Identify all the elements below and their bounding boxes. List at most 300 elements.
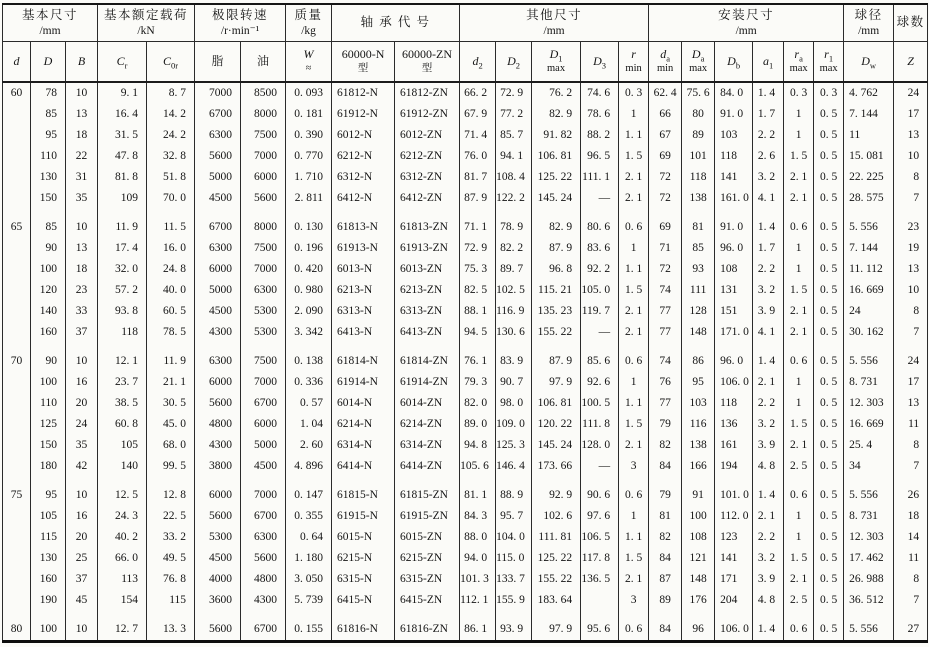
table-row <box>3 238 928 259</box>
cell: 7 <box>894 590 928 611</box>
cell: 103 <box>682 393 715 414</box>
cell: 0. 5 <box>814 351 844 372</box>
cell: 1. 1 <box>619 527 649 548</box>
cell: 0. 5 <box>814 259 844 280</box>
cell: 37 <box>66 322 98 343</box>
spacer-cell <box>395 209 460 217</box>
spacer-cell <box>496 477 532 485</box>
cell: 6214-N <box>332 414 395 435</box>
cell: 7000 <box>241 485 286 506</box>
cell: 91 <box>682 485 715 506</box>
table-row <box>3 527 928 548</box>
cell: 6414-ZN <box>395 456 460 477</box>
cell: 84 <box>649 619 682 642</box>
cell: 99. 5 <box>147 456 195 477</box>
cell: 11. 112 <box>844 259 894 280</box>
cell: 95. 7 <box>496 506 532 527</box>
cell: 110 <box>31 393 66 414</box>
cell: 61815-N <box>332 485 395 506</box>
cell: 0. 5 <box>814 146 844 167</box>
cell: 136. 5 <box>581 569 619 590</box>
cell: 20 <box>66 527 98 548</box>
cell: 18 <box>66 125 98 146</box>
cell: 10 <box>66 82 98 104</box>
cell: 5. 556 <box>844 351 894 372</box>
cell: 7000 <box>241 372 286 393</box>
group-title: 球径 <box>854 7 883 22</box>
cell: 61913-ZN <box>395 238 460 259</box>
spacer-cell <box>395 611 460 619</box>
cell: 5300 <box>241 322 286 343</box>
cell: 8. 731 <box>844 372 894 393</box>
cell: 61914-ZN <box>395 372 460 393</box>
cell: 81. 7 <box>460 167 496 188</box>
spacer-cell <box>460 477 496 485</box>
cell: 4000 <box>195 569 241 590</box>
cell: 10 <box>66 485 98 506</box>
column-qualifier: min <box>656 63 674 74</box>
table-row <box>3 322 928 343</box>
spacer-cell <box>894 209 928 217</box>
column-header <box>195 41 241 82</box>
cell: 69 <box>649 217 682 238</box>
cell: 42 <box>66 456 98 477</box>
cell-d <box>3 104 31 125</box>
spacer-cell <box>66 343 98 351</box>
cell: 109 <box>98 188 147 209</box>
table-row <box>3 217 928 238</box>
group-header <box>3 4 98 41</box>
cell: 2. 1 <box>619 435 649 456</box>
cell: 155. 22 <box>532 569 581 590</box>
cell: 82. 5 <box>460 280 496 301</box>
cell: 108 <box>682 527 715 548</box>
spacer-cell <box>532 209 581 217</box>
column-subscript: 0r <box>170 59 179 70</box>
cell: 6212-N <box>332 146 395 167</box>
cell: 123 <box>715 527 753 548</box>
cell: 95. 6 <box>581 619 619 642</box>
cell: 0. 6 <box>784 485 814 506</box>
table-row <box>3 414 928 435</box>
cell: 2. 811 <box>286 188 332 209</box>
cell: 7 <box>894 322 928 343</box>
cell: 3600 <box>195 590 241 611</box>
cell: 94. 8 <box>460 435 496 456</box>
cell: 97. 6 <box>581 506 619 527</box>
cell: 93. 8 <box>98 301 147 322</box>
column-symbol: D <box>727 53 736 68</box>
cell: 6000 <box>195 485 241 506</box>
cell: 5000 <box>241 435 286 456</box>
cell: 0. 355 <box>286 506 332 527</box>
cell: 102. 6 <box>532 506 581 527</box>
cell: 1. 5 <box>619 146 649 167</box>
cell: 171. 0 <box>715 322 753 343</box>
spacer-cell <box>619 209 649 217</box>
cell: 131 <box>715 280 753 301</box>
spacer-cell <box>460 611 496 619</box>
column-symbol: D <box>861 53 870 68</box>
cell: 83. 9 <box>496 351 532 372</box>
cell-d <box>3 527 31 548</box>
group-title: 基本尺寸 <box>22 7 79 22</box>
cell: 145. 24 <box>532 435 581 456</box>
spacer-cell <box>753 343 784 351</box>
cell: 5600 <box>241 188 286 209</box>
cell: 90 <box>31 238 66 259</box>
cell-d: 65 <box>10 220 23 233</box>
spacer-cell <box>715 477 753 485</box>
cell: 61814-N <box>332 351 395 372</box>
cell: 6012-N <box>332 125 395 146</box>
cell: 12. 1 <box>98 351 147 372</box>
cell: 8. 7 <box>147 82 195 104</box>
cell: 87. 9 <box>460 188 496 209</box>
cell: 194 <box>715 456 753 477</box>
table-row <box>3 104 928 125</box>
cell: 204 <box>715 590 753 611</box>
cell: 3 <box>619 456 649 477</box>
cell: 10 <box>894 146 928 167</box>
cell: 2. 090 <box>286 301 332 322</box>
table-row <box>3 456 928 477</box>
cell: 118 <box>682 167 715 188</box>
spacer-cell <box>332 477 395 485</box>
cell: 76. 8 <box>147 569 195 590</box>
spacer-cell <box>784 343 814 351</box>
cell: 95 <box>31 125 66 146</box>
cell: 138 <box>682 188 715 209</box>
cell: 10 <box>66 351 98 372</box>
cell: 100 <box>31 372 66 393</box>
cell: 12. 303 <box>844 527 894 548</box>
cell: 1. 5 <box>784 280 814 301</box>
cell: 66 <box>649 104 682 125</box>
cell: 19 <box>894 238 928 259</box>
cell-d <box>3 590 31 611</box>
cell: 8 <box>894 301 928 322</box>
cell: 0. 980 <box>286 280 332 301</box>
spacer-cell <box>241 209 286 217</box>
column-symbol: 脂 <box>211 53 224 68</box>
cell: 8000 <box>241 104 286 125</box>
cell: 100 <box>682 506 715 527</box>
cell: 118 <box>715 146 753 167</box>
group-title: 极限转速 <box>212 7 269 22</box>
cell: 93 <box>682 259 715 280</box>
cell: 122. 2 <box>496 188 532 209</box>
cell: 116 <box>682 414 715 435</box>
cell: 106. 5 <box>581 527 619 548</box>
cell: 4500 <box>195 548 241 569</box>
cell: 125. 22 <box>532 167 581 188</box>
cell: 6015-N <box>332 527 395 548</box>
spacer-cell <box>649 611 682 619</box>
cell: 4800 <box>241 569 286 590</box>
cell: 8000 <box>241 217 286 238</box>
group-header <box>460 4 649 41</box>
cell: 0. 130 <box>286 217 332 238</box>
cell: 109. 0 <box>496 414 532 435</box>
table-row <box>3 351 928 372</box>
table-row <box>3 393 928 414</box>
cell: 0. 5 <box>814 435 844 456</box>
cell: 91. 82 <box>532 125 581 146</box>
column-header <box>649 41 682 82</box>
cell: 3. 342 <box>286 322 332 343</box>
cell: 84. 3 <box>460 506 496 527</box>
column-header <box>3 41 31 82</box>
cell: 1. 5 <box>784 146 814 167</box>
cell: 82. 9 <box>532 217 581 238</box>
column-header <box>581 41 619 82</box>
cell: 17 <box>894 104 928 125</box>
cell: 6415-N <box>332 590 395 611</box>
spacer-cell <box>31 343 66 351</box>
cell: 0. 5 <box>814 456 844 477</box>
cell: 1. 5 <box>784 548 814 569</box>
cell-d <box>3 393 31 414</box>
cell: 74. 6 <box>581 82 619 104</box>
cell: 26 <box>894 485 928 506</box>
cell: 31. 5 <box>98 125 147 146</box>
cell: 7. 144 <box>844 238 894 259</box>
cell: 76. 1 <box>460 351 496 372</box>
cell: 35 <box>66 435 98 456</box>
cell: 45 <box>66 590 98 611</box>
cell: 106. 0 <box>715 619 753 642</box>
cell: 2. 5 <box>784 456 814 477</box>
column-symbol: D <box>691 47 701 61</box>
cell: 180 <box>31 456 66 477</box>
cell: 3. 2 <box>753 548 784 569</box>
cell: 88. 2 <box>581 125 619 146</box>
cell: 101 <box>682 146 715 167</box>
cell: 141 <box>715 548 753 569</box>
cell: 2. 5 <box>784 590 814 611</box>
cell: 101. 3 <box>460 569 496 590</box>
cell: 0. 5 <box>814 167 844 188</box>
spacer-cell <box>814 477 844 485</box>
cell: 111. 8 <box>581 414 619 435</box>
cell: 11. 5 <box>147 217 195 238</box>
group-header <box>844 4 894 41</box>
cell: 160 <box>31 569 66 590</box>
cell-d <box>3 506 31 527</box>
cell: 84 <box>649 548 682 569</box>
cell: 6300 <box>195 351 241 372</box>
cell: 81. 8 <box>98 167 147 188</box>
cell: 0. 3 <box>619 82 649 104</box>
cell: 6700 <box>241 393 286 414</box>
spacer-cell <box>753 477 784 485</box>
cell: 0. 57 <box>286 393 332 414</box>
cell: 4. 896 <box>286 456 332 477</box>
cell: 113 <box>98 569 147 590</box>
cell: — <box>581 322 619 343</box>
cell: 120 <box>31 280 66 301</box>
cell: 40. 2 <box>98 527 147 548</box>
group-unit: /mm <box>39 24 61 37</box>
cell: 35 <box>66 188 98 209</box>
cell: 161 <box>715 435 753 456</box>
cell: 10 <box>66 217 98 238</box>
cell: 4. 762 <box>844 82 894 104</box>
cell-d <box>3 569 31 590</box>
cell-d: 75 <box>10 488 23 501</box>
cell: 23 <box>894 217 928 238</box>
column-header <box>66 41 98 82</box>
cell: 1 <box>784 506 814 527</box>
cell: 6415-ZN <box>395 590 460 611</box>
cell: 2. 1 <box>619 322 649 343</box>
cell: 71. 1 <box>460 217 496 238</box>
column-subscript: r <box>124 59 128 70</box>
spacer-cell <box>31 209 66 217</box>
spacer-cell <box>66 209 98 217</box>
cell: 6700 <box>241 619 286 642</box>
spacer-cell <box>241 343 286 351</box>
cell: 85 <box>682 238 715 259</box>
cell: 84. 0 <box>715 82 753 104</box>
cell: 61815-ZN <box>395 485 460 506</box>
cell: 1 <box>619 372 649 393</box>
spacer-cell <box>98 209 147 217</box>
spacer-cell <box>844 477 894 485</box>
cell: 108. 4 <box>496 167 532 188</box>
cell: 5. 556 <box>844 619 894 642</box>
cell: 90 <box>31 351 66 372</box>
cell: 84 <box>649 456 682 477</box>
cell: 79 <box>649 414 682 435</box>
cell: 18 <box>894 506 928 527</box>
cell: 28. 575 <box>844 188 894 209</box>
cell: 166 <box>682 456 715 477</box>
table-row <box>3 82 928 104</box>
group-unit: /kN <box>137 24 155 37</box>
cell: 133. 7 <box>496 569 532 590</box>
column-subscript: 1 <box>769 59 774 70</box>
spacer-cell <box>496 611 532 619</box>
cell: 31 <box>66 167 98 188</box>
cell: 90. 7 <box>496 372 532 393</box>
group-header <box>332 4 460 41</box>
spacer-cell <box>619 611 649 619</box>
cell: 148 <box>682 569 715 590</box>
column-symbol: 油 <box>257 53 270 68</box>
cell: 1 <box>784 259 814 280</box>
cell: 12. 5 <box>98 485 147 506</box>
cell: 6213-N <box>332 280 395 301</box>
cell: 119. 7 <box>581 301 619 322</box>
cell: 86 <box>682 351 715 372</box>
column-subscript: 2 <box>515 59 521 70</box>
table-body <box>3 82 928 642</box>
cell: 61814-ZN <box>395 351 460 372</box>
spacer-cell <box>31 611 66 619</box>
group-title: 质量 <box>294 7 323 22</box>
cell-d <box>3 146 31 167</box>
column-symbol: D <box>549 47 559 61</box>
cell: 72 <box>649 167 682 188</box>
table-row <box>3 506 928 527</box>
column-subscript: 3 <box>601 59 607 70</box>
cell: 7000 <box>241 146 286 167</box>
spacer-cell <box>286 343 332 351</box>
column-subscript: 1 <box>558 53 563 64</box>
table-row <box>3 167 928 188</box>
cell: 4. 8 <box>753 456 784 477</box>
spacer-cell <box>460 343 496 351</box>
cell: 2. 2 <box>753 527 784 548</box>
cell: 1 <box>619 104 649 125</box>
cell: 78. 6 <box>581 104 619 125</box>
cell: 81 <box>649 506 682 527</box>
cell: 16. 4 <box>98 104 147 125</box>
spacer-cell <box>332 611 395 619</box>
cell: 3800 <box>195 456 241 477</box>
column-qualifier: ≈ <box>305 63 312 74</box>
spacer-cell <box>195 611 241 619</box>
spacer-cell <box>581 611 619 619</box>
cell: 112. 1 <box>460 590 496 611</box>
cell: 6700 <box>195 217 241 238</box>
cell: 115 <box>147 590 195 611</box>
cell: 60. 5 <box>147 301 195 322</box>
cell: 6215-N <box>332 548 395 569</box>
cell: 78 <box>31 82 66 104</box>
cell: 7000 <box>195 82 241 104</box>
cell: 79. 3 <box>460 372 496 393</box>
group-spacer-row <box>3 477 928 485</box>
cell-d <box>3 456 31 477</box>
cell: 34 <box>844 456 894 477</box>
cell: 120. 22 <box>532 414 581 435</box>
cell: 0. 3 <box>784 82 814 104</box>
cell: 24. 2 <box>147 125 195 146</box>
cell: 76. 0 <box>460 146 496 167</box>
cell: 61915-ZN <box>395 506 460 527</box>
cell: 2. 1 <box>784 435 814 456</box>
cell: 21. 1 <box>147 372 195 393</box>
cell: 2. 60 <box>286 435 332 456</box>
spacer-cell <box>31 477 66 485</box>
group-title: 基本额定载荷 <box>104 7 189 22</box>
spacer-cell <box>98 477 147 485</box>
cell: 11. 9 <box>147 351 195 372</box>
spacer-cell <box>98 611 147 619</box>
cell: 74 <box>649 280 682 301</box>
cell: 0. 6 <box>784 351 814 372</box>
spacer-cell <box>395 477 460 485</box>
cell: 81. 1 <box>460 485 496 506</box>
cell: 136 <box>715 414 753 435</box>
cell: 6214-ZN <box>395 414 460 435</box>
cell-d: 60 <box>10 86 23 99</box>
cell: 6300 <box>241 280 286 301</box>
cell: 38. 5 <box>98 393 147 414</box>
cell: 87. 9 <box>532 238 581 259</box>
cell-d <box>3 259 31 280</box>
cell: 1. 04 <box>286 414 332 435</box>
cell: 0. 5 <box>814 619 844 642</box>
group-unit: /mm <box>543 24 565 37</box>
cell-d <box>3 188 31 209</box>
spacer-cell <box>894 343 928 351</box>
column-header <box>844 41 894 82</box>
group-header-row <box>3 4 928 41</box>
